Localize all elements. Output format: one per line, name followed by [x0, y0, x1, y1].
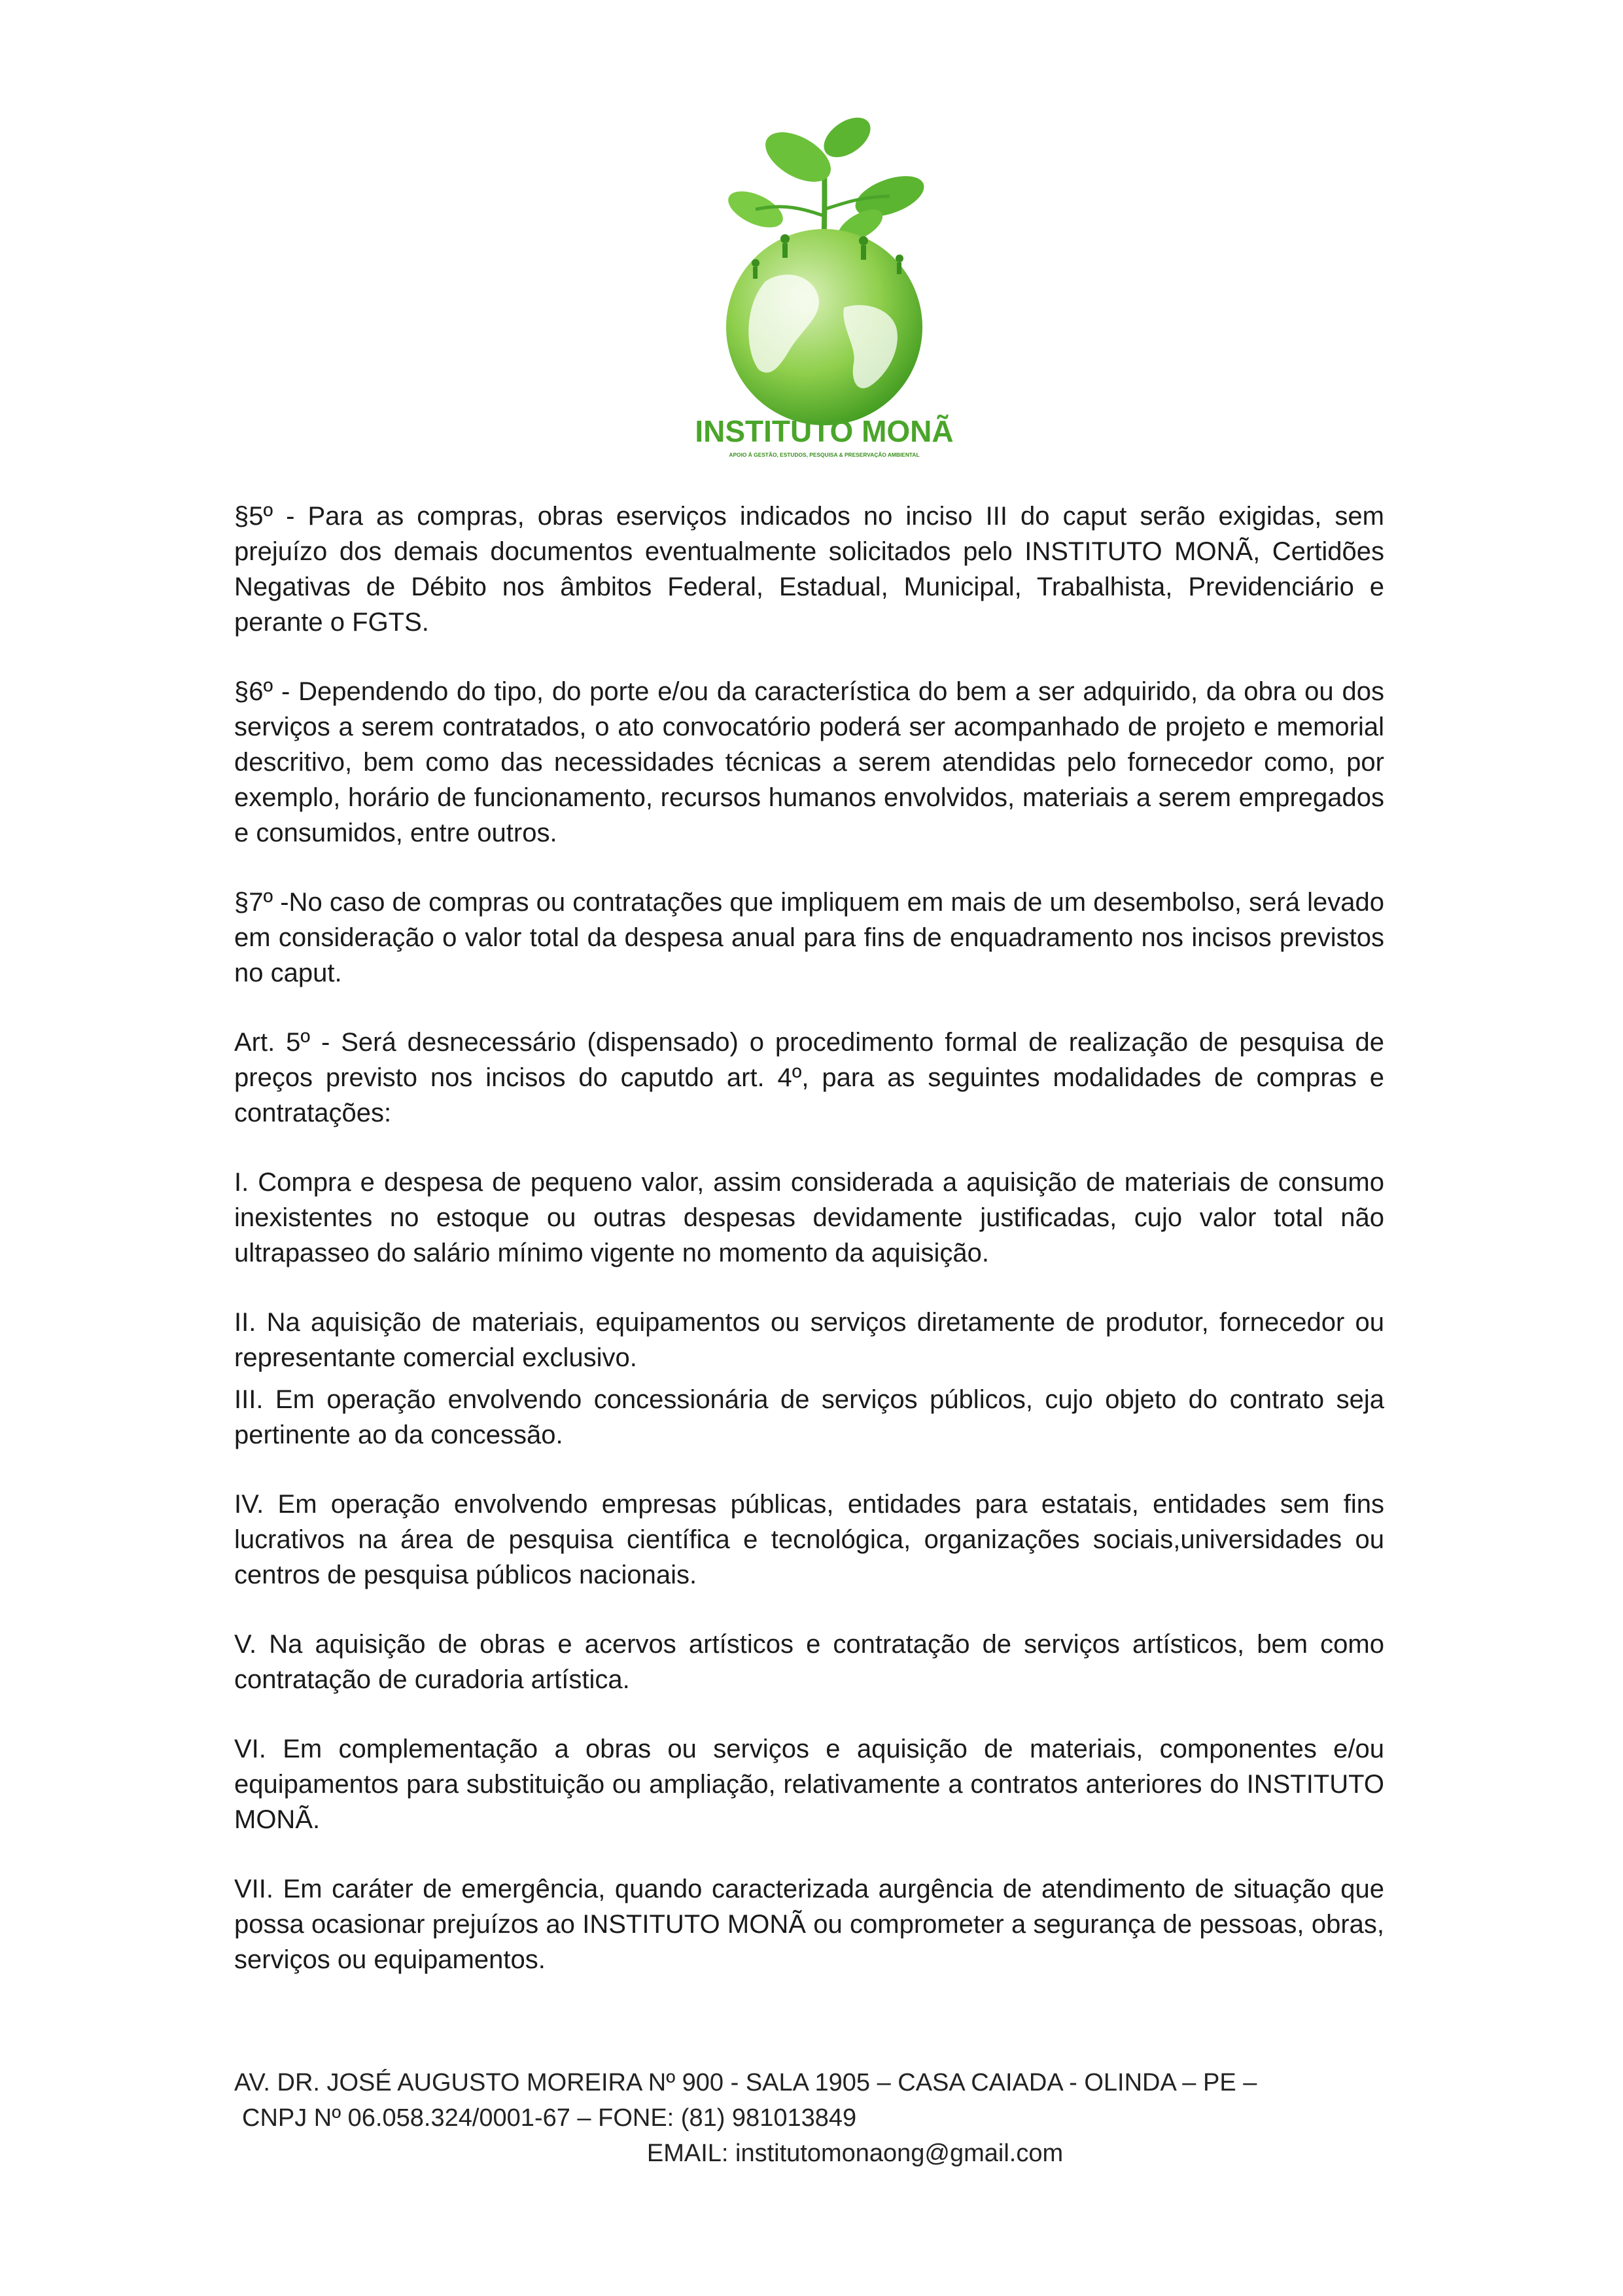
globe-plant-logo-icon: [693, 111, 955, 458]
paragraph-5: §5º - Para as compras, obras eserviços indicados no inciso III do caput serão exigidas, sem prejuízo dos demais documentos eventualmente solicitados pelo INSTITUTO MONÃ, Certidões Negativas de Débito nos âmbitos Federal, Estadual, Municipal, Trabalhista, Previdenciário e perante o FGTS.: [234, 502, 1384, 637]
page-footer: [234, 2065, 1384, 2171]
item-vii: VII. Em caráter de emergência, quando caracterizada aurgência de atendimento de situação que possa ocasionar prejuízos ao INSTITUTO MONÃ ou comprometer a segurança de pessoas, obras, serviços ou equipamentos.: [234, 1875, 1384, 1974]
logo-name: INSTITUTO MONÃ: [695, 414, 954, 448]
document-body: [234, 499, 1384, 1977]
paragraph-6: §6º - Dependendo do tipo, do porte e/ou da característica do bem a ser adquirido, da obra ou dos serviços a serem contratados, o ato convocatório poderá ser acompanhado de projeto e memorial descritivo, bem como das necessidades técnicas a serem atendidas pelo fornecedor como, por exemplo, horário de funcionamento, recursos humanos envolvidos, materiais a serem empregados e consumidos, entre outros.: [234, 677, 1384, 847]
item-v: V. Na aquisição de obras e acervos artísticos e contratação de serviços artísticos, bem como contratação de curadoria artística.: [234, 1630, 1384, 1694]
item-iii: III. Em operação envolvendo concessionária de serviços públicos, cujo objeto do contrato seja pertinente ao da concessão.: [234, 1385, 1384, 1449]
item-vi: VI. Em complementação a obras ou serviços e aquisição de materiais, componentes e/ou equipamentos para substituição ou ampliação, relativamente a contratos anteriores do INSTITUTO MONÃ.: [234, 1735, 1384, 1834]
institute-logo: [693, 111, 955, 465]
footer-address: AV. DR. JOSÉ AUGUSTO MOREIRA Nº 900 - SALA 1905 – CASA CAIADA - OLINDA – PE –: [234, 2069, 1257, 2096]
paragraph-7: §7º -No caso de compras ou contratações que impliquem em mais de um desembolso, será levado em consideração o valor total da despesa anual para fins de enquadramento nos incisos previstos no caput.: [234, 888, 1384, 987]
footer-cnpj-phone: CNPJ Nº 06.058.324/0001-67 – FONE: (81) 981013849: [242, 2104, 857, 2132]
item-ii: II. Na aquisição de materiais, equipamentos ou serviços diretamente de produtor, fornecedor ou representante comercial exclusivo.: [234, 1308, 1384, 1372]
article-5: Art. 5º - Será desnecessário (dispensado) o procedimento formal de realização de pesquisa de preços previsto nos incisos do caputdo art. 4º, para as seguintes modalidades de compras e contratações:: [234, 1028, 1384, 1127]
footer-email: EMAIL: institutomonaong@gmail.com: [646, 2140, 1064, 2167]
logo-tagline: APOIO À GESTÃO, ESTUDOS, PESQUISA & PRESERVAÇÃO AMBIENTAL: [729, 451, 920, 458]
item-iv: IV. Em operação envolvendo empresas públicas, entidades para estatais, entidades sem fins lucrativos na área de pesquisa científica e tecnológica, organizações sociais,universidades ou centros de pesquisa públicos nacionais.: [234, 1490, 1384, 1589]
item-i: I. Compra e despesa de pequeno valor, assim considerada a aquisição de materiais de consumo inexistentes no estoque ou outras despesas devidamente justificadas, cujo valor total não ultrapasseo do salário mínimo vigente no momento da aquisição.: [234, 1168, 1384, 1267]
